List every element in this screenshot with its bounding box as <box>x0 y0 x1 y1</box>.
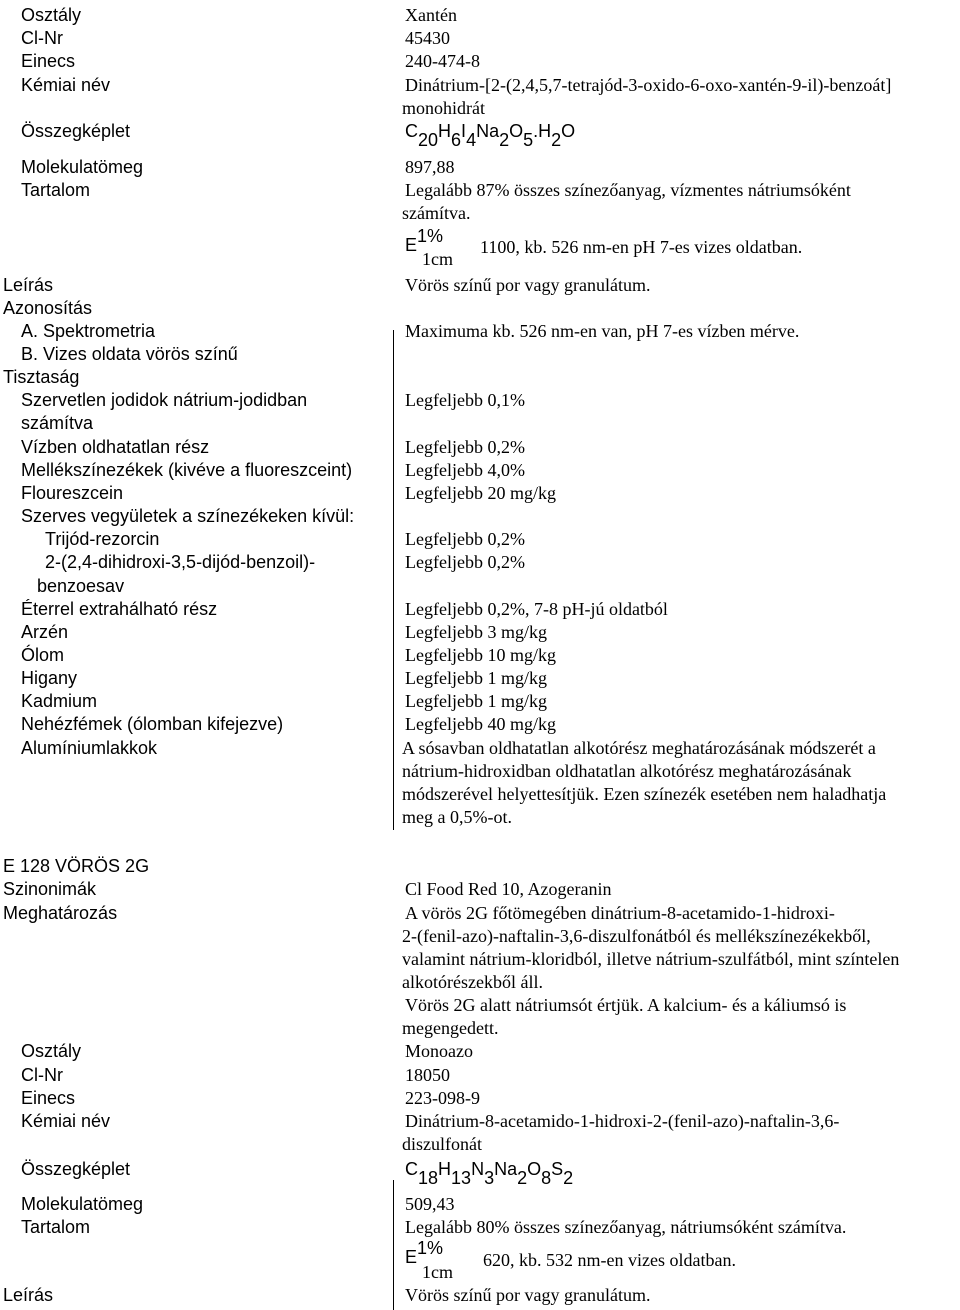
row-value: 18050 <box>405 1065 450 1085</box>
purity-value: Legfeljebb 0,2% <box>405 437 525 457</box>
purity-text-line: meg a 0,5%-ot. <box>402 807 512 827</box>
purity-value: Legfeljebb 4,0% <box>405 460 525 480</box>
purity-label-cont: számítva <box>21 413 94 433</box>
row-value: 897,88 <box>405 157 455 177</box>
definition-line: 2-(fenil-azo)-naftalin-3,6-diszulfonátból és mellékszínezékekből, <box>402 926 871 946</box>
purity-value: Legfeljebb 0,2% <box>405 529 525 549</box>
row-label: Cl-Nr <box>21 28 63 48</box>
row-value-cont: diszulfonát <box>402 1134 482 1154</box>
extinction-text: 620, kb. 532 nm-en vizes oldatban. <box>483 1250 736 1270</box>
purity-label: Szervetlen jodidok nátrium-jodidban <box>21 390 308 410</box>
purity-value: Legfeljebb 1 mg/kg <box>405 691 547 711</box>
definition-line: A vörös 2G főtömegében dinátrium-8-acetamido-1-hidroxi- <box>405 903 835 923</box>
purity-value: Legfeljebb 3 mg/kg <box>405 622 547 642</box>
purity-text-line: A sósavban oldhatatlan alkotórész meghatározásának módszerét a <box>402 738 876 758</box>
row-label: Osztály <box>21 1041 82 1061</box>
purity-value: Legfeljebb 20 mg/kg <box>405 483 556 503</box>
row-label: Osztály <box>21 5 82 25</box>
purity-label: Higany <box>21 668 78 688</box>
row-label: Einecs <box>21 51 76 71</box>
row-label: Összegképlet <box>21 121 131 141</box>
row-label: B. Vizes oldata vörös színű <box>21 344 238 364</box>
row-value: Maximuma kb. 526 nm-en van, pH 7-es vízben mérve. <box>405 321 800 341</box>
purity-value: Legfeljebb 1 mg/kg <box>405 668 547 688</box>
row-value-cont: monohidrát <box>402 98 485 118</box>
row-value: Xantén <box>405 5 457 25</box>
extinction-sub: 1cm <box>422 249 453 269</box>
row-value-cont: számítva. <box>402 203 471 223</box>
purity-label: Arzén <box>21 622 69 642</box>
row-label: Tartalom <box>21 1217 91 1237</box>
row-value: Dinátrium-8-acetamido-1-hidroxi-2-(fenil-azo)-naftalin-3,6- <box>405 1111 840 1131</box>
definition-line: Vörös 2G alatt nátriumsót értjük. A kalcium- és a káliumsó is <box>405 995 847 1015</box>
purity-value: Legfeljebb 0,2%, 7-8 pH-jú oldatból <box>405 599 668 619</box>
purity-text-line: módszerével helyettesítjük. Ezen színezék esetében nem haladhatja <box>402 784 887 804</box>
row-value: Cl Food Red 10, Azogeranin <box>405 879 612 899</box>
row-value: 240-474-8 <box>405 51 480 71</box>
column-divider-bottom <box>393 1180 394 1310</box>
molecular-formula: C18H13N3Na2O8S2 <box>405 1159 574 1188</box>
purity-value: Legfeljebb 0,2% <box>405 552 525 572</box>
molecular-formula: C20H6I4Na2O5.H2O <box>405 121 576 150</box>
extinction-symbol: E1% <box>405 226 444 255</box>
purity-label: Szerves vegyületek a színezékeken kívül: <box>21 506 355 526</box>
row-value: Dinátrium-[2-(2,4,5,7-tetrajód-3-oxido-6-oxo-xantén-9-il)-benzoát] <box>405 75 892 95</box>
definition-line: valamint nátrium-kloridból, illetve nátrium-szulfátból, mint színtelen <box>402 949 900 969</box>
purity-text-line: nátrium-hidroxidban oldhatatlan alkotórész meghatározásának <box>402 761 852 781</box>
row-label: Meghatározás <box>3 903 118 923</box>
extinction-symbol: E1% <box>405 1238 444 1267</box>
row-label: A. Spektrometria <box>21 321 156 341</box>
purity-value: Legfeljebb 10 mg/kg <box>405 645 556 665</box>
row-value: 45430 <box>405 28 450 48</box>
row-label: Leírás <box>3 1285 54 1305</box>
purity-label: 2-(2,4-dihidroxi-3,5-dijód-benzoil)- <box>45 552 316 572</box>
row-label: Összegképlet <box>21 1159 131 1179</box>
extinction-sub: 1cm <box>422 1262 453 1282</box>
row-label: Kémiai név <box>21 75 111 95</box>
extinction-text: 1100, kb. 526 nm-en pH 7-es vizes oldatban. <box>480 237 803 257</box>
definition-line: alkotórészekből áll. <box>402 972 543 992</box>
row-value: Vörös színű por vagy granulátum. <box>405 275 651 295</box>
purity-label: Trijód-rezorcin <box>45 529 160 549</box>
purity-label: Mellékszínezékek (kivéve a fluoreszceint) <box>21 460 353 480</box>
row-label: Cl-Nr <box>21 1065 63 1085</box>
row-value: Vörös színű por vagy granulátum. <box>405 1285 651 1305</box>
purity-label: Nehézfémek (ólomban kifejezve) <box>21 714 284 734</box>
row-label: Molekulatömeg <box>21 157 144 177</box>
purity-label: Vízben oldhatatlan rész <box>21 437 210 457</box>
section-label: Azonosítás <box>3 298 93 318</box>
row-value: 223-098-9 <box>405 1088 480 1108</box>
row-value: 509,43 <box>405 1194 455 1214</box>
section-heading: E 128 VÖRÖS 2G <box>3 856 150 876</box>
purity-label: Floureszcein <box>21 483 124 503</box>
row-label: Leírás <box>3 275 54 295</box>
row-value: Legalább 87% összes színezőanyag, vízmentes nátriumsóként <box>405 180 851 200</box>
column-divider-top <box>393 330 394 830</box>
row-value: Monoazo <box>405 1041 473 1061</box>
purity-value: Legfeljebb 0,1% <box>405 390 525 410</box>
purity-label: Éterrel extrahálható rész <box>21 599 218 619</box>
purity-label-cont: benzoesav <box>37 576 125 596</box>
purity-label: Kadmium <box>21 691 98 711</box>
row-label: Einecs <box>21 1088 76 1108</box>
purity-label: Alumíniumlakkok <box>21 738 158 758</box>
row-value: Legalább 80% összes színezőanyag, nátriumsóként számítva. <box>405 1217 847 1237</box>
section-label: Tisztaság <box>3 367 80 387</box>
purity-label: Ólom <box>21 645 65 665</box>
purity-value: Legfeljebb 40 mg/kg <box>405 714 556 734</box>
definition-line: megengedett. <box>402 1018 499 1038</box>
row-label: Molekulatömeg <box>21 1194 144 1214</box>
row-label: Szinonimák <box>3 879 97 899</box>
row-label: Kémiai név <box>21 1111 111 1131</box>
row-label: Tartalom <box>21 180 91 200</box>
